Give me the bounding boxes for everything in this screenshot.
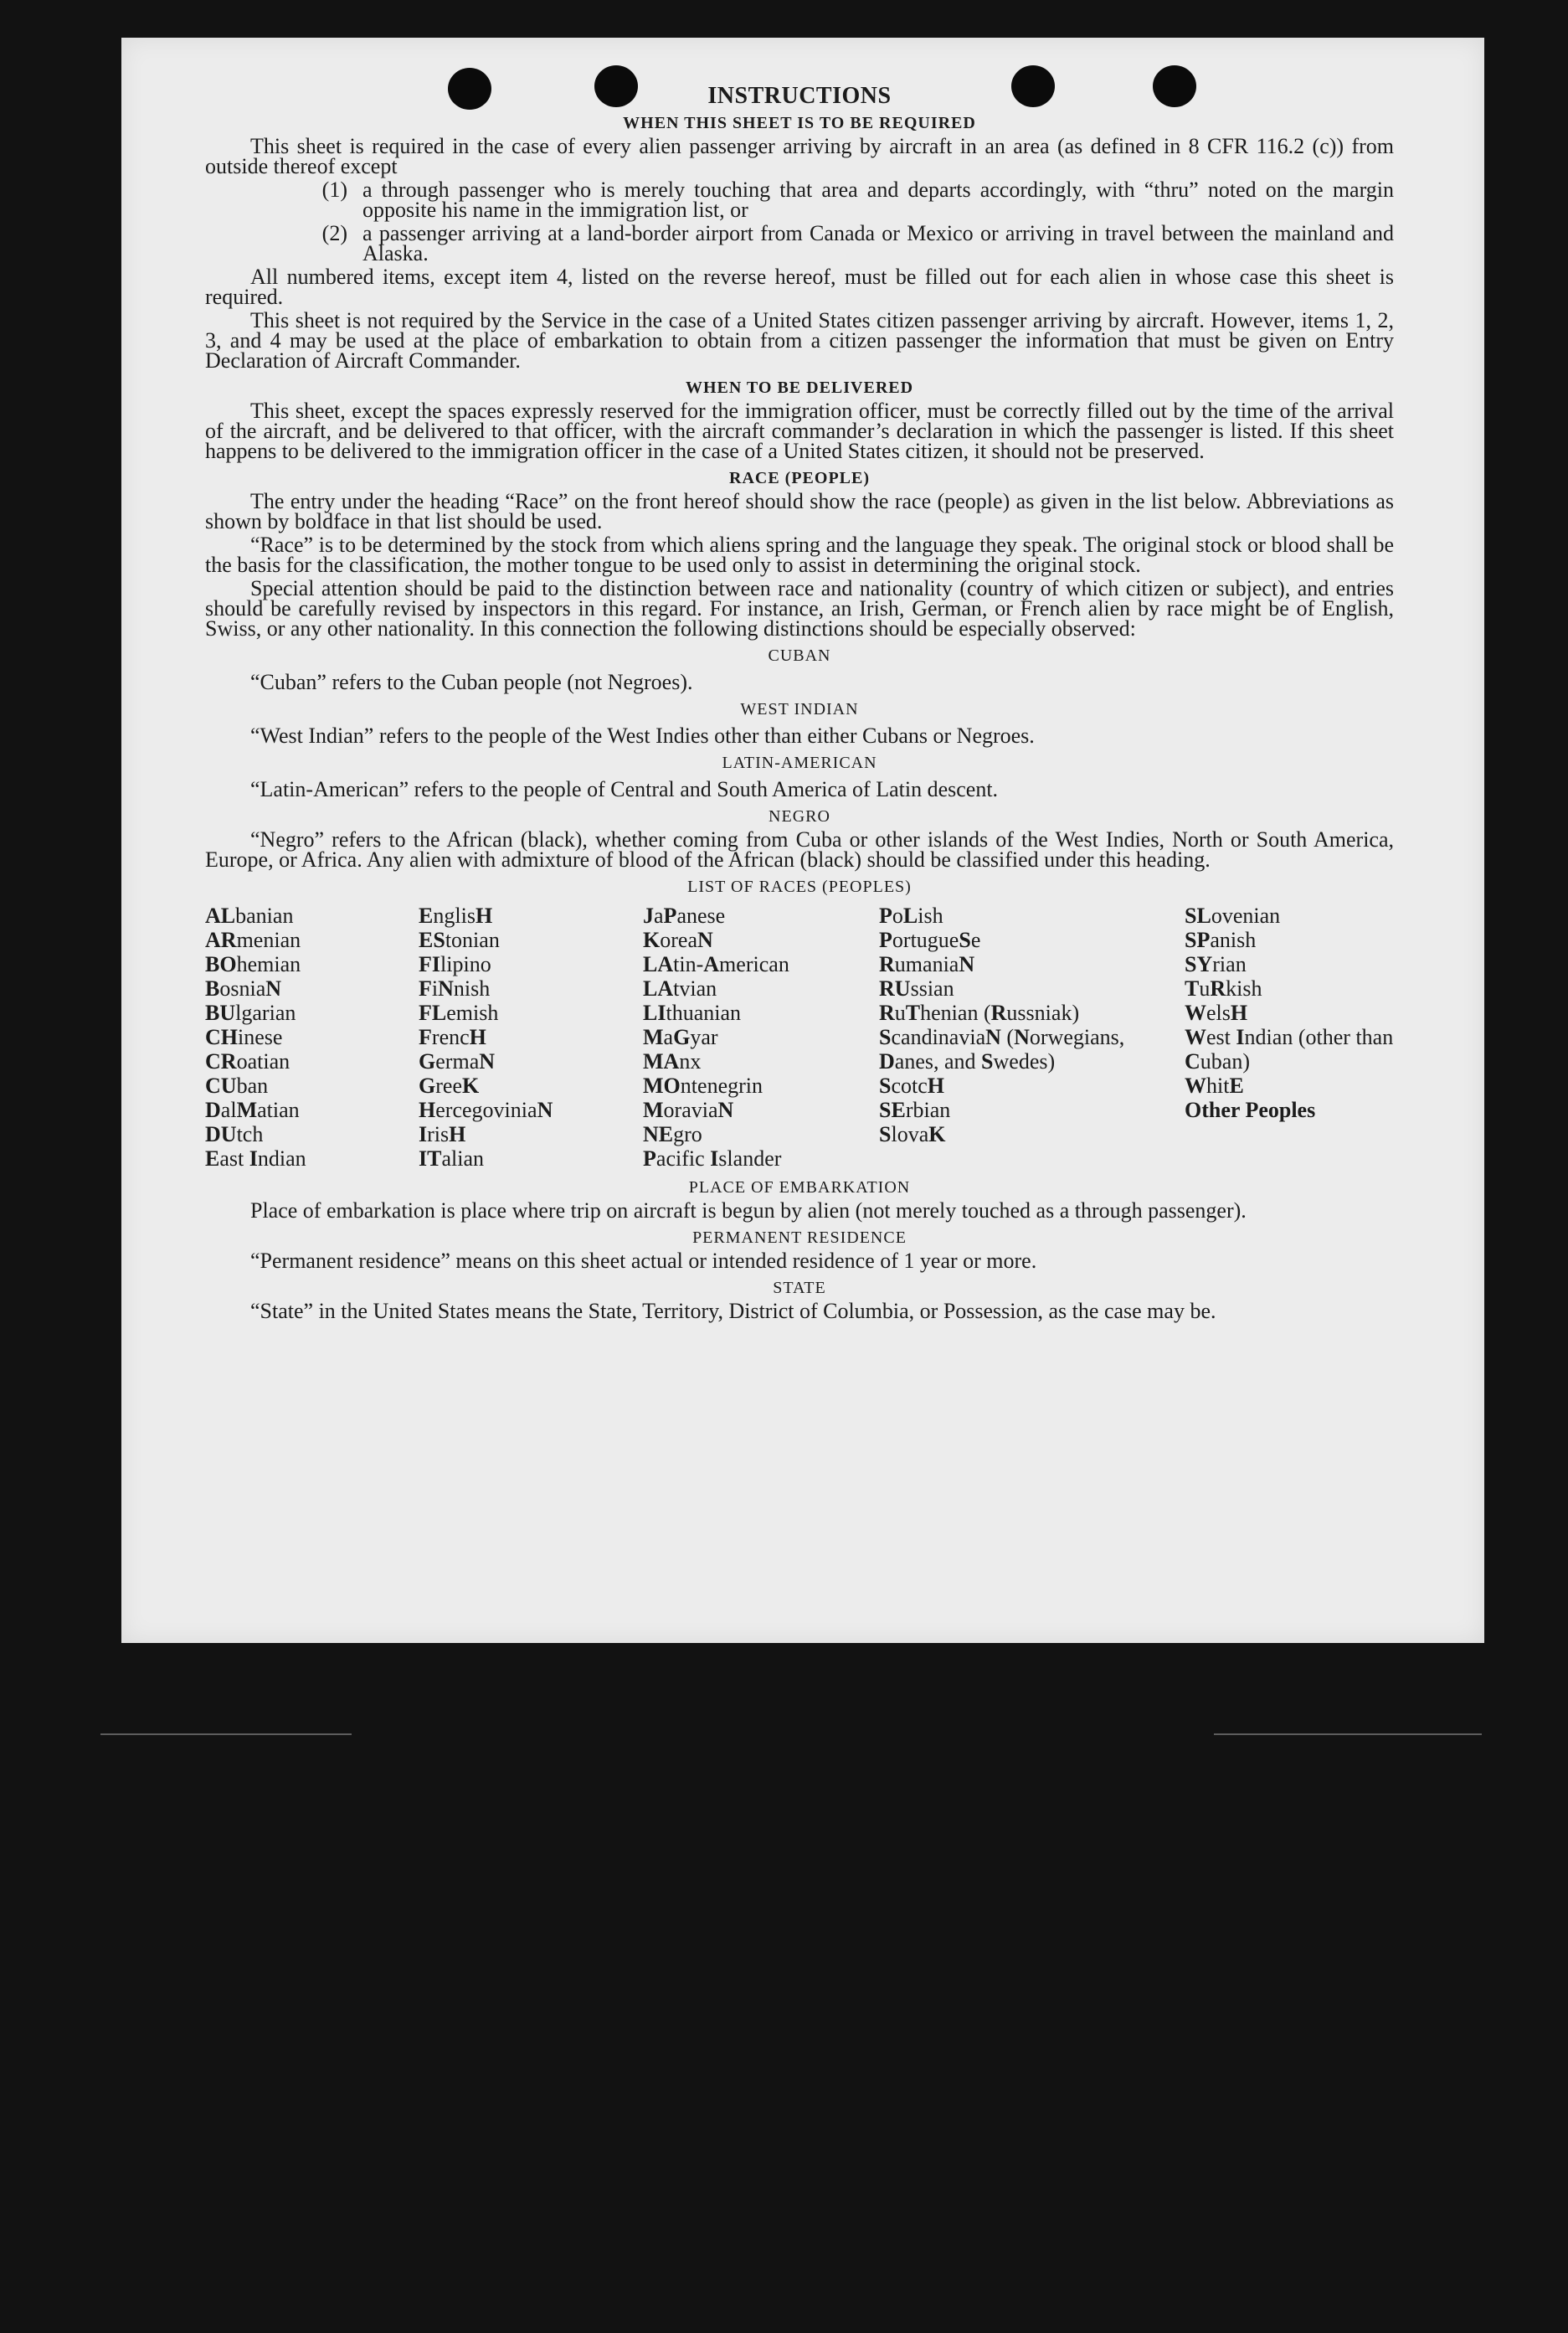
exception-text: a through passenger who is merely touching that area and departs accordingly, with “thru” noted on the margin opposite his name in the immigration list, or xyxy=(362,178,1394,222)
embarkation-text: Place of embarkation is place where trip on aircraft is begun by alien (not merely touched as a through passenger). xyxy=(250,1198,1247,1223)
race-entry: BOhemian xyxy=(205,952,301,976)
race-entry: MOntenegrin xyxy=(643,1074,763,1098)
race-entry: IrisH xyxy=(419,1122,466,1146)
state-text: “State” in the United States means the State, Territory, District of Columbia, or Possession, as the case may be. xyxy=(250,1299,1216,1323)
race-entry: SPanish xyxy=(1185,928,1257,952)
race-entry: TuRkish xyxy=(1185,976,1262,1001)
section-heading-delivered: WHEN TO BE DELIVERED xyxy=(685,379,914,397)
exception-number: (1) xyxy=(321,178,347,202)
section-heading-embarkation: PLACE OF EMBARKATION xyxy=(688,1178,911,1197)
race-entry: PortugueSe xyxy=(879,928,981,952)
race-entry: MoraviaN xyxy=(643,1098,734,1122)
race-entry: East Indian xyxy=(205,1146,306,1171)
race-entry: LIthuanian xyxy=(643,1001,742,1025)
race-entry: MaGyar xyxy=(643,1025,718,1049)
races-column xyxy=(419,904,643,1171)
race-entry: RUssian xyxy=(879,976,954,1001)
film-scratch xyxy=(1214,1733,1482,1735)
race-entry: ALbanian xyxy=(205,904,294,928)
film-scratch xyxy=(100,1733,352,1735)
section-heading-cuban: CUBAN xyxy=(768,646,831,665)
race-entry: BosniaN xyxy=(205,976,282,1001)
race-entry: GermaN xyxy=(419,1049,496,1074)
west-indian-text: “West Indian” refers to the people of the West Indies other than either Cubans or Negroes. xyxy=(250,724,1035,748)
exception-item xyxy=(205,180,1394,220)
race-entry: SYrian xyxy=(1185,952,1247,976)
race-entry: MAnx xyxy=(643,1049,702,1074)
race-entry: EnglisH xyxy=(419,904,493,928)
latin-american-text: “Latin-American” refers to the people of Central and South America of Latin descent. xyxy=(250,777,999,801)
races-column xyxy=(643,904,879,1171)
race-entry: Pacific Islander xyxy=(643,1146,782,1171)
section-heading-race: RACE (PEOPLE) xyxy=(729,469,870,487)
race-entry: GreeK xyxy=(419,1074,480,1098)
races-column xyxy=(879,904,1185,1171)
instruction-sheet xyxy=(121,38,1484,1643)
race-entry: WelsH xyxy=(1185,1001,1248,1025)
race-entry: EStonian xyxy=(419,928,500,952)
race-entry: West Indian (other than Cuban) xyxy=(1185,1025,1394,1074)
race-entry: FiNnish xyxy=(419,976,491,1001)
section-heading-races-list: LIST OF RACES (PEOPLES) xyxy=(687,878,912,896)
race-entry: WhitE xyxy=(1185,1074,1244,1098)
race-entry: HercegoviniaN xyxy=(419,1098,553,1122)
citizen-note: This sheet is not required by the Service in the case of a United States citizen passenger arriving by aircraft. However, items 1, 2, 3, and 4 may be used at the place of embarkation to obtain from a citizen passenger the information that must be given on Entry Declaration of Aircraft Commander. xyxy=(205,308,1394,373)
race-entry: DalMatian xyxy=(205,1098,300,1122)
race-entry: ITalian xyxy=(419,1146,485,1171)
residence-text: “Permanent residence” means on this sheet actual or intended residence of 1 year or more. xyxy=(250,1249,1037,1273)
section-heading-residence: PERMANENT RESIDENCE xyxy=(692,1228,907,1247)
races-column xyxy=(1185,904,1402,1171)
race-paragraph: “Race” is to be determined by the stock from which aliens spring and the language they speak. The original stock or blood shall be the basis for the classification, the mother tongue to be used only to assist in determining the original stock. xyxy=(205,533,1394,577)
race-entry: LAtin-American xyxy=(643,952,789,976)
race-entry: ARmenian xyxy=(205,928,301,952)
race-paragraph: The entry under the heading “Race” on the front hereof should show the race (people) as given in the list below. Abbreviations as shown by boldface in that list should be used. xyxy=(205,489,1394,533)
cuban-text: “Cuban” refers to the Cuban people (not Negroes). xyxy=(250,670,693,694)
race-entry: ScandinaviaN (Norwegians, Danes, and Swedes) xyxy=(879,1025,1125,1074)
required-intro: This sheet is required in the case of every alien passenger arriving by aircraft in an area (as defined in 8 CFR 116.2 (c)) from outside thereof except xyxy=(205,134,1394,178)
negro-text: “Negro” refers to the African (black), whether coming from Cuba or other islands of the West Indies, North or South America, Europe, or Africa. Any alien with admixture of blood of the African (black) should be classified under this heading. xyxy=(205,827,1394,872)
race-entry: NEgro xyxy=(643,1122,702,1146)
race-entry: LAtvian xyxy=(643,976,717,1001)
race-entry: KoreaN xyxy=(643,928,713,952)
race-entry: RuThenian (Russniak) xyxy=(879,1001,1080,1025)
exception-number: (2) xyxy=(321,221,347,245)
page-title: INSTRUCTIONS xyxy=(707,83,892,109)
race-entry: FrencH xyxy=(419,1025,486,1049)
race-entry: FIlipino xyxy=(419,952,491,976)
section-heading-west-indian: WEST INDIAN xyxy=(740,700,859,718)
instructions-content xyxy=(205,83,1394,1325)
section-heading-state: STATE xyxy=(773,1279,826,1297)
race-entry: PoLish xyxy=(879,904,943,928)
race-entry: BUlgarian xyxy=(205,1001,296,1025)
race-entry: FLemish xyxy=(419,1001,499,1025)
race-paragraph: Special attention should be paid to the distinction between race and nationality (country of which citizen or subject), and entries should be carefully revised by inspectors in this regard. For instance, an Irish, German, or French alien by race might be of English, Swiss, or any other nationality. In this connection the following distinctions should be especially observed: xyxy=(205,576,1394,641)
delivered-text: This sheet, except the spaces expressly reserved for the immigration officer, must be correctly filled out by the time of the arrival of the aircraft, and be delivered to that officer, with the aircraft commander’s declaration in which the passenger is listed. If this sheet happens to be delivered to the immigration officer in the case of a United States citizen, it should not be preserved. xyxy=(205,399,1394,463)
race-entry: JaPanese xyxy=(643,904,726,928)
race-entry: RumaniaN xyxy=(879,952,975,976)
section-heading-latin-american: LATIN-AMERICAN xyxy=(722,754,877,772)
section-heading-required: WHEN THIS SHEET IS TO BE REQUIRED xyxy=(623,114,976,132)
race-entry: SlovaK xyxy=(879,1122,946,1146)
race-entry: SLovenian xyxy=(1185,904,1281,928)
race-entry: CUban xyxy=(205,1074,269,1098)
section-heading-negro: NEGRO xyxy=(769,807,830,826)
race-entry: Other Peoples xyxy=(1185,1098,1316,1122)
race-entry: CRoatian xyxy=(205,1049,290,1074)
numbered-items-note: All numbered items, except item 4, listed on the reverse hereof, must be filled out for each alien in whose case this sheet is required. xyxy=(205,265,1394,309)
exception-item xyxy=(205,221,1394,265)
race-entry: SErbian xyxy=(879,1098,951,1122)
race-entry: CHinese xyxy=(205,1025,283,1049)
races-column xyxy=(205,904,419,1171)
race-entry: DUtch xyxy=(205,1122,264,1146)
races-list xyxy=(205,904,1394,1171)
exception-text: a passenger arriving at a land-border airport from Canada or Mexico or arriving in travel between the mainland and Alaska. xyxy=(362,221,1394,265)
race-entry: ScotcH xyxy=(879,1074,945,1098)
